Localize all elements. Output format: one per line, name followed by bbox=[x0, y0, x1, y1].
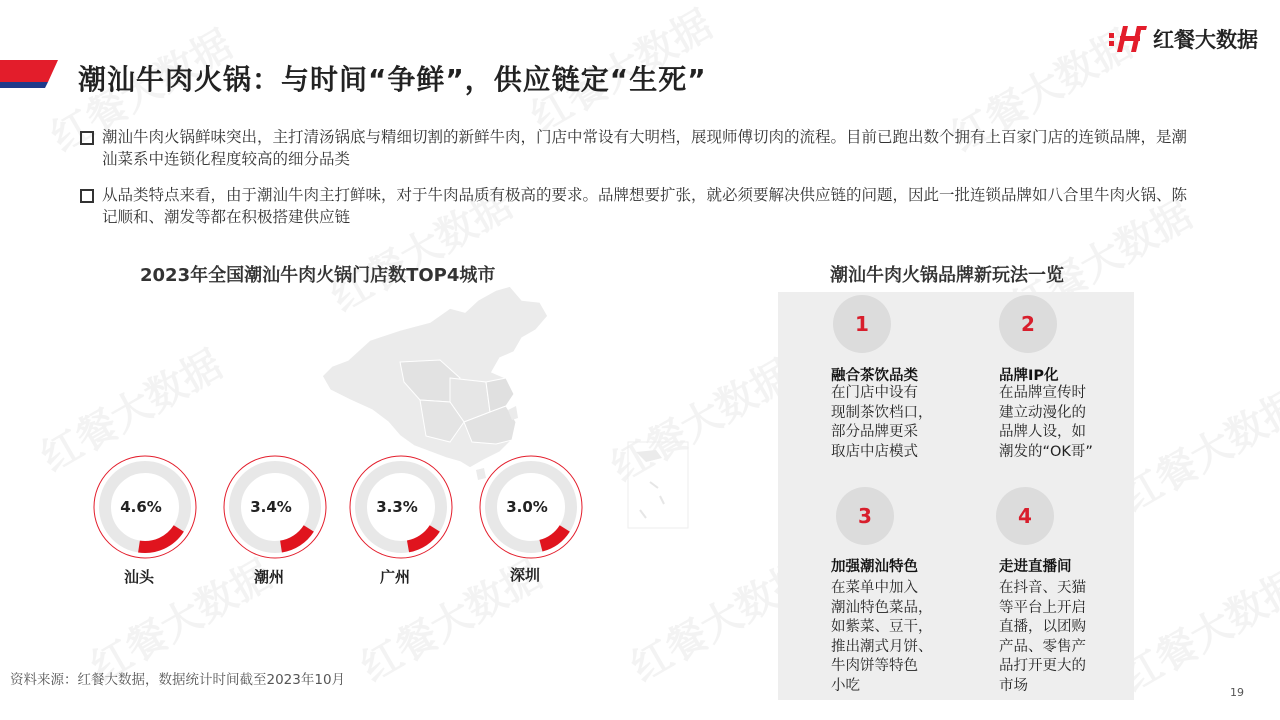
item-description bbox=[999, 384, 1129, 462]
number-badge: 3 bbox=[836, 487, 894, 545]
city-label: 广州 bbox=[379, 568, 410, 586]
desc-line: 等平台上开启 bbox=[999, 599, 1086, 616]
page-title: 潮汕牛肉火锅：与时间“争鲜”，供应链定“生死” bbox=[78, 63, 707, 96]
donut-chart bbox=[346, 452, 456, 562]
desc-line: 部分品牌更采 bbox=[831, 424, 918, 440]
item-title: 融合茶饮品类 bbox=[831, 368, 918, 384]
desc-line: 在抖音、天猫 bbox=[999, 580, 1086, 596]
city-label: 深圳 bbox=[509, 566, 540, 584]
desc-line: 在品牌宣传时 bbox=[999, 385, 1086, 401]
desc-line: 潮发的“OK哥” bbox=[999, 443, 1093, 460]
city-label: 汕头 bbox=[123, 568, 154, 586]
desc-line: 在菜单中加入 bbox=[831, 580, 918, 596]
new-play-panel bbox=[778, 292, 1134, 700]
item-title: 走进直播间 bbox=[999, 559, 1072, 575]
desc-line: 如紫菜、豆干， bbox=[831, 619, 933, 635]
donut-value-label: 3.4% bbox=[250, 498, 292, 516]
donut-chart bbox=[90, 452, 200, 562]
bullet-text: 从品类特点来看，由于潮汕牛肉主打鲜味，对于牛肉品质有极高的要求。品牌想要扩张，就必须要解决供应链的问题，因此一批连锁品牌如八合里牛肉火锅、陈记顺和、潮发等都在积极搭建供应链 bbox=[102, 186, 1188, 226]
donut-value-label: 3.3% bbox=[376, 498, 418, 516]
desc-line: 市场 bbox=[999, 677, 1028, 694]
number-badge: 2 bbox=[999, 295, 1057, 353]
square-bullet-icon bbox=[80, 189, 94, 203]
city-label: 潮州 bbox=[253, 568, 284, 586]
brand-logo bbox=[1109, 24, 1258, 54]
donut-chart bbox=[476, 452, 586, 562]
desc-line: 建立动漫化的 bbox=[999, 404, 1086, 421]
item-description bbox=[999, 579, 1129, 696]
desc-line: 推出潮式月饼、 bbox=[831, 638, 933, 655]
donut-value-label: 3.0% bbox=[506, 498, 548, 516]
source-note: 资料来源：红餐大数据，数据统计时间截至2023年10月 bbox=[10, 672, 346, 688]
item-description bbox=[831, 579, 961, 696]
header-accent-stripe bbox=[0, 60, 58, 88]
section-title: 潮汕牛肉火锅品牌新玩法一览 bbox=[830, 265, 1064, 286]
donut-chart bbox=[220, 452, 330, 562]
desc-line: 取店中店模式 bbox=[831, 443, 918, 460]
square-bullet-icon bbox=[80, 131, 94, 145]
watermark bbox=[1109, 374, 1280, 523]
desc-line: 品牌人设，如 bbox=[999, 424, 1086, 440]
desc-line: 牛肉饼等特色 bbox=[831, 658, 918, 674]
number-badge: 1 bbox=[833, 295, 891, 353]
logo-mark-icon bbox=[1109, 24, 1147, 54]
desc-line: 直播，以团购 bbox=[999, 619, 1086, 635]
item-description bbox=[831, 384, 961, 462]
bullet-paragraph bbox=[80, 126, 1190, 170]
number-badge: 4 bbox=[996, 487, 1054, 545]
desc-line: 产品、零售产 bbox=[999, 638, 1086, 655]
watermark bbox=[1109, 554, 1280, 703]
desc-line: 现制茶饮档口， bbox=[831, 404, 933, 421]
bullet-text: 潮汕牛肉火锅鲜味突出，主打清汤锅底与精细切割的新鲜牛肉，门店中常设有大明档，展现师傅切肉的流程。目前已跑出数个拥有上百家门店的连锁品牌，是潮汕菜系中连锁化程度较高的细分品类 bbox=[102, 128, 1188, 168]
desc-line: 在门店中设有 bbox=[831, 385, 918, 401]
bullet-paragraph bbox=[80, 184, 1190, 228]
donut-value-label: 4.6% bbox=[120, 498, 162, 516]
logo-text: 红餐大数据 bbox=[1153, 28, 1258, 52]
item-title: 品牌IP化 bbox=[999, 368, 1059, 384]
page-number: 19 bbox=[1230, 686, 1244, 699]
desc-line: 潮汕特色菜品， bbox=[831, 599, 933, 616]
item-title: 加强潮汕特色 bbox=[831, 559, 918, 575]
desc-line: 小吃 bbox=[831, 677, 860, 694]
chart-title: 2023年全国潮汕牛肉火锅门店数TOP4城市 bbox=[140, 265, 496, 286]
desc-line: 品打开更大的 bbox=[999, 658, 1086, 674]
